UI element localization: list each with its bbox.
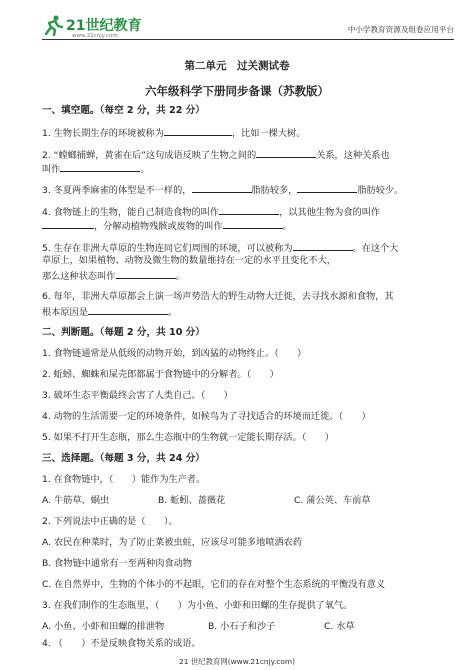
answer-blank[interactable] [293, 240, 353, 251]
fill-q4-text-end: 。 [282, 221, 292, 232]
logo-name: 21世纪教育 [66, 18, 142, 34]
fill-q4-line2 [42, 218, 444, 234]
option-b[interactable]: B. 蚯蚓、蔷薇花 [158, 495, 226, 506]
fill-q2-line2 [42, 161, 444, 177]
answer-blank[interactable] [192, 182, 252, 193]
fill-q1-text-end: ，比如一棵大树。 [231, 128, 306, 139]
page-subtitle: 六年级科学下册同步备课（苏教版） [145, 84, 329, 98]
option-b[interactable]: B. 小石子和沙子 [208, 621, 276, 632]
answer-blank[interactable] [297, 182, 357, 193]
fill-q3 [42, 182, 444, 198]
judge-item[interactable]: 2. 蚯蚓、蜘蛛和屎壳郎都属于食物链中的分解者。（ ） [42, 369, 279, 380]
fill-q5-text-cont: 那么这种状态叫作 [42, 271, 116, 282]
site-logo [42, 14, 162, 40]
fill-q1 [42, 125, 444, 141]
option-c[interactable]: C. 水草 [324, 621, 355, 632]
choice-q3: 3. 在我们制作的生态瓶里，（ ）为小鱼、小虾和田螺的生存提供了氧气。 [42, 600, 353, 611]
fill-q2-text-cont: 叫作 [42, 164, 61, 175]
choice-q4: 4. （ ）不是反映食物关系的成语。 [42, 638, 201, 649]
section-judge-heading: 二、判断题。（每题 2 分，共 10 分） [42, 327, 205, 338]
option-a[interactable]: A. 农民在种菜时，为了防止菜被虫蛀，应该尽可能多地喷洒农药 [42, 537, 303, 548]
option-c[interactable]: C. 蒲公英、车前草 [294, 495, 371, 506]
answer-blank[interactable] [42, 218, 94, 229]
fill-q6-text-cont: 根本原因是 [42, 307, 88, 318]
fill-q3-text: 3. 冬夏两季麻雀的体型是不一样的， [42, 185, 192, 196]
header-divider [42, 39, 454, 40]
answer-blank[interactable] [164, 125, 232, 136]
judge-item[interactable]: 5. 如果不打开生态瓶，那么生态瓶中的生物就一定能长期存活。（ ） [42, 432, 334, 443]
answer-blank[interactable] [223, 218, 283, 229]
answer-blank[interactable] [219, 204, 279, 215]
logo-url: www.21cnjy.com [72, 33, 118, 39]
option-b[interactable]: B. 食物链中通常有一至两种肉食动物 [42, 558, 192, 569]
judge-item[interactable]: 3. 破坏生态平衡最终会害了人类自己。（ ） [42, 390, 233, 401]
choice-q2: 2. 下列说法中正确的是（ ）。 [42, 516, 178, 527]
fill-q5-text-mid: 。在这个大 [352, 243, 399, 254]
fill-q2-text-end: 。 [140, 164, 150, 175]
fill-q3-text-mid: 脂肪较多， [251, 185, 298, 196]
answer-blank[interactable] [256, 147, 316, 158]
answer-blank[interactable] [116, 268, 176, 279]
fill-q5-line2: 草原上，如果植物、动物及微生物的数量维持在一定的水平且变化不大， [42, 255, 336, 266]
page-footer: 21 世纪教育网(www.21cnjy.com) [179, 657, 295, 666]
option-a[interactable]: A. 牛筋草、蜗虫 [42, 495, 110, 506]
fill-q4-text-mid: ，以其他生物为食的叫作 [279, 207, 381, 218]
section-fill-heading: 一、填空题。（每空 2 分，共 22 分） [42, 105, 205, 116]
fill-q5-text: 5. 生存在非洲大草原的生物连同它们周围的环境，可以被称为 [42, 243, 293, 254]
fill-q6-text-end: 。 [167, 307, 178, 318]
fill-q6: 6. 每年，非洲大草原都会上演一场声势浩大的野生动物大迁徙，去寻找水源和食物，其 [42, 291, 394, 302]
fill-q2-text-mid: 关系，这种关系也 [316, 150, 390, 161]
fill-q2-text: 2. “螳螂捕蝉，黄雀在后”这句成语反映了生物之间的 [42, 150, 257, 161]
section-choice-heading: 三、选择题。（每题 3 分，共 24 分） [42, 453, 205, 464]
answer-blank[interactable] [60, 161, 140, 172]
fill-q5-line3 [42, 268, 444, 284]
fill-q6-line2 [42, 304, 444, 320]
fill-q4-text: 4. 食物链上的生物，能自己制造食物的叫作 [42, 207, 220, 218]
page-title: 第二单元 过关测试卷 [184, 60, 290, 72]
runner-logo-icon [42, 14, 64, 36]
header-platform-text: 中小学教育资源及组卷应用平台 [347, 25, 454, 34]
page-header [0, 0, 474, 46]
answer-blank[interactable] [88, 304, 168, 315]
judge-item[interactable]: 1. 食物链通常是从低级的动物开始，到凶猛的动物终止。（ ） [42, 348, 307, 359]
fill-q4-text-cont: ，分解动植物残骸或废物的叫作 [94, 221, 223, 232]
option-c[interactable]: C. 在自然界中，生物的个体小的不起眼，它们的存在对整个生态系统的平衡没有意义 [42, 579, 386, 590]
fill-q1-text: 1. 生物长期生存的环境被称为 [42, 128, 164, 139]
judge-item[interactable]: 4. 动物的生活需要一定的环境条件，如候鸟为了寻找适合的环境而迁徙。（ ） [42, 411, 371, 422]
fill-q5-text-end: 。 [175, 271, 185, 282]
option-a[interactable]: A. 小鱼、小虾和田螺的排泄物 [42, 621, 165, 632]
fill-q3-text-end: 脂肪较少。 [357, 185, 404, 196]
choice-q1: 1. 在食物链中，（ ）能作为生产者。 [42, 474, 206, 485]
